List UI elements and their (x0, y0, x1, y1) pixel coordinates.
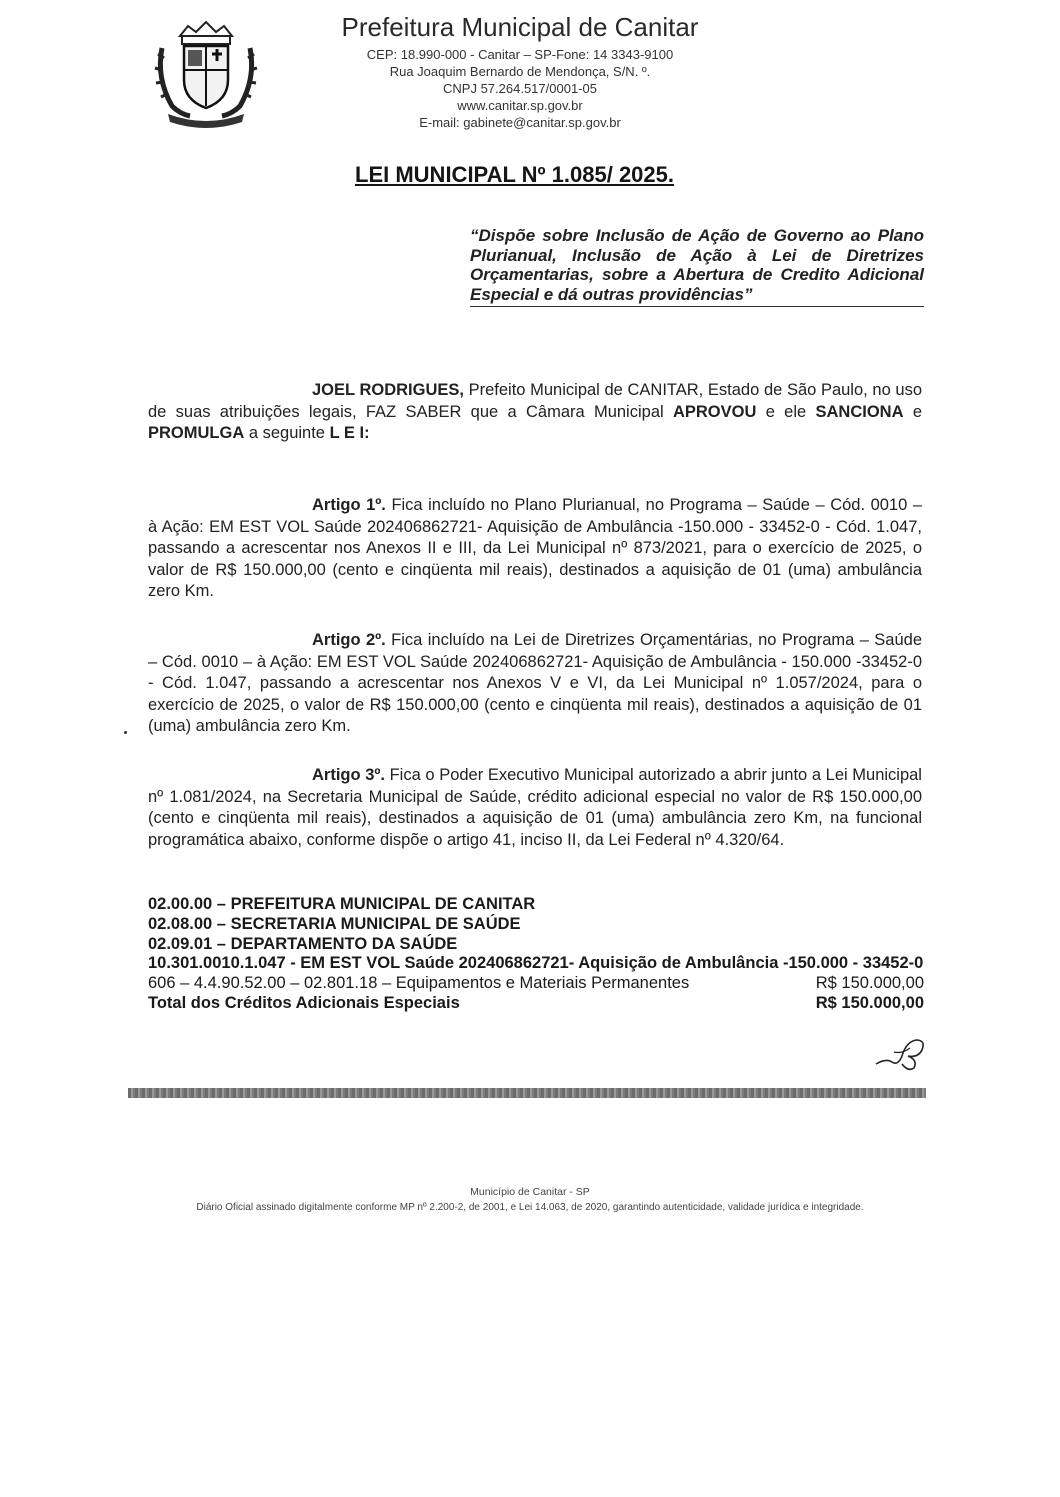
article-2 (148, 630, 922, 738)
budget-line-departamento: 02.09.01 – DEPARTAMENTO DA SAÚDE (148, 934, 458, 953)
budget-allocation (148, 895, 924, 1014)
law-summary: “Dispõe sobre Inclusão de Ação de Governo ao Plano Plurianual, Inclusão de Ação à Lei de Diretrizes Orçamentarias, sobre a Abertura de Credito Adicional Especial e dá outras providências” (470, 226, 924, 307)
institution-name: Prefeitura Municipal de Canitar (341, 12, 699, 42)
scan-border-band (128, 1088, 926, 1098)
budget-total-row (148, 994, 924, 1014)
scan-mark (124, 731, 127, 734)
enactment-text-4: a seguinte (244, 424, 330, 443)
promulgates-word: PROMULGA (148, 424, 245, 443)
website: www.canitar.sp.gov.br (457, 98, 583, 113)
footer-digital-signature-note: Diário Oficial assinado digitalmente conforme MP nº 2.200-2, de 2001, e Lei 14.063, de 2020, garantindo autenticidade, validade jurídica e integridade. (196, 1202, 864, 1213)
sanctions-word: SANCIONA (815, 402, 904, 421)
enactment-text-2: e ele (756, 402, 816, 421)
article-1 (148, 495, 922, 603)
coat-of-arms-icon (150, 18, 262, 128)
footer-municipality: Município de Canitar - SP (470, 1186, 590, 1198)
budget-line-functional: 10.301.0010.1.047 - EM EST VOL Saúde 202406862721- Aquisição de Ambulância -150.000 - 33452-0 (148, 954, 924, 973)
signature-icon (872, 1032, 932, 1072)
mayor-name: JOEL RODRIGUES, (312, 381, 464, 399)
enactment-text-3: e (903, 402, 922, 421)
budget-line-prefeitura: 02.00.00 – PREFEITURA MUNICIPAL DE CANITAR (148, 895, 536, 913)
budget-item-row (148, 974, 924, 994)
article-3 (148, 765, 922, 851)
article-1-label: Artigo 1º. (312, 496, 386, 514)
email: E-mail: gabinete@canitar.sp.gov.br (419, 115, 621, 130)
address-street: Rua Joaquim Bernardo de Mendonça, S/N. º. (389, 64, 651, 79)
enactment-clause (148, 380, 922, 445)
budget-total-value: R$ 150.000,00 (815, 993, 924, 1012)
budget-total-label: Total dos Créditos Adicionais Especiais (148, 993, 460, 1012)
article-3-label: Artigo 3º. (312, 766, 385, 784)
lei-word: L E I: (329, 424, 370, 443)
article-2-label: Artigo 2º. (312, 631, 386, 649)
address-cep-phone: CEP: 18.990-000 - Canitar – SP-Fone: 14 3343-9100 (366, 47, 674, 62)
budget-line-secretaria: 02.08.00 – SECRETARIA MUNICIPAL DE SAÚDE (148, 914, 521, 933)
budget-item-label: 606 – 4.4.90.52.00 – 02.801.18 – Equipamentos e Materiais Permanentes (148, 974, 690, 993)
cnpj: CNPJ 57.264.517/0001-05 (443, 81, 597, 96)
budget-item-value: R$ 150.000,00 (815, 974, 924, 993)
article-3-text: Fica o Poder Executivo Municipal autorizado a abrir junto a Lei Municipal nº 1.081/2024, na Secretaria Municipal de Saúde, crédito adicional especial no valor de R$ 150.000,00 (cento e cinqüenta mil reais), destinados a aquisição de 01 (uma) ambulância zero Km, na funcional programática abaixo, conforme dispõe o artigo 41, inciso II, da Lei Federal nº 4.320/64. (148, 766, 922, 849)
approved-word: APROVOU (672, 402, 757, 421)
letterhead (300, 12, 740, 131)
article-2-text: Fica incluído na Lei de Diretrizes Orçamentárias, no Programa – Saúde – Cód. 0010 – à Ação: EM EST VOL Saúde 202406862721- Aquisição de Ambulância - 150.000 -33452-0 - Cód. 1.047, passando a acrescentar nos Anexos V e VI, da Lei Municipal nº 1.057/2024, para o exercício de 2025, o valor de R$ 150.000,00 (cento e cinqüenta mil reais), destinados a aquisição de 01 (uma) ambulância zero Km. (148, 631, 922, 736)
article-1-text: Fica incluído no Plano Plurianual, no Programa – Saúde – Cód. 0010 – à Ação: EM EST VOL Saúde 202406862721- Aquisição de Ambulância -150.000 - 33452-0 - Cód. 1.047, passando a acrescentar nos Anexos II e III, da Lei Municipal nº 873/2021, para o exercício de 2025, o valor de R$ 150.000,00 (cento e cinqüenta mil reais), destinados a aquisição de 01 (uma) ambulância zero Km. (148, 496, 922, 601)
enactment-text-1: Prefeito Municipal de CANITAR, Estado de São Paulo, no uso de suas atribuições legais, FAZ SABER que a Câmara Municipal (148, 381, 922, 421)
law-title: LEI MUNICIPAL Nº 1.085/ 2025. (355, 162, 674, 187)
